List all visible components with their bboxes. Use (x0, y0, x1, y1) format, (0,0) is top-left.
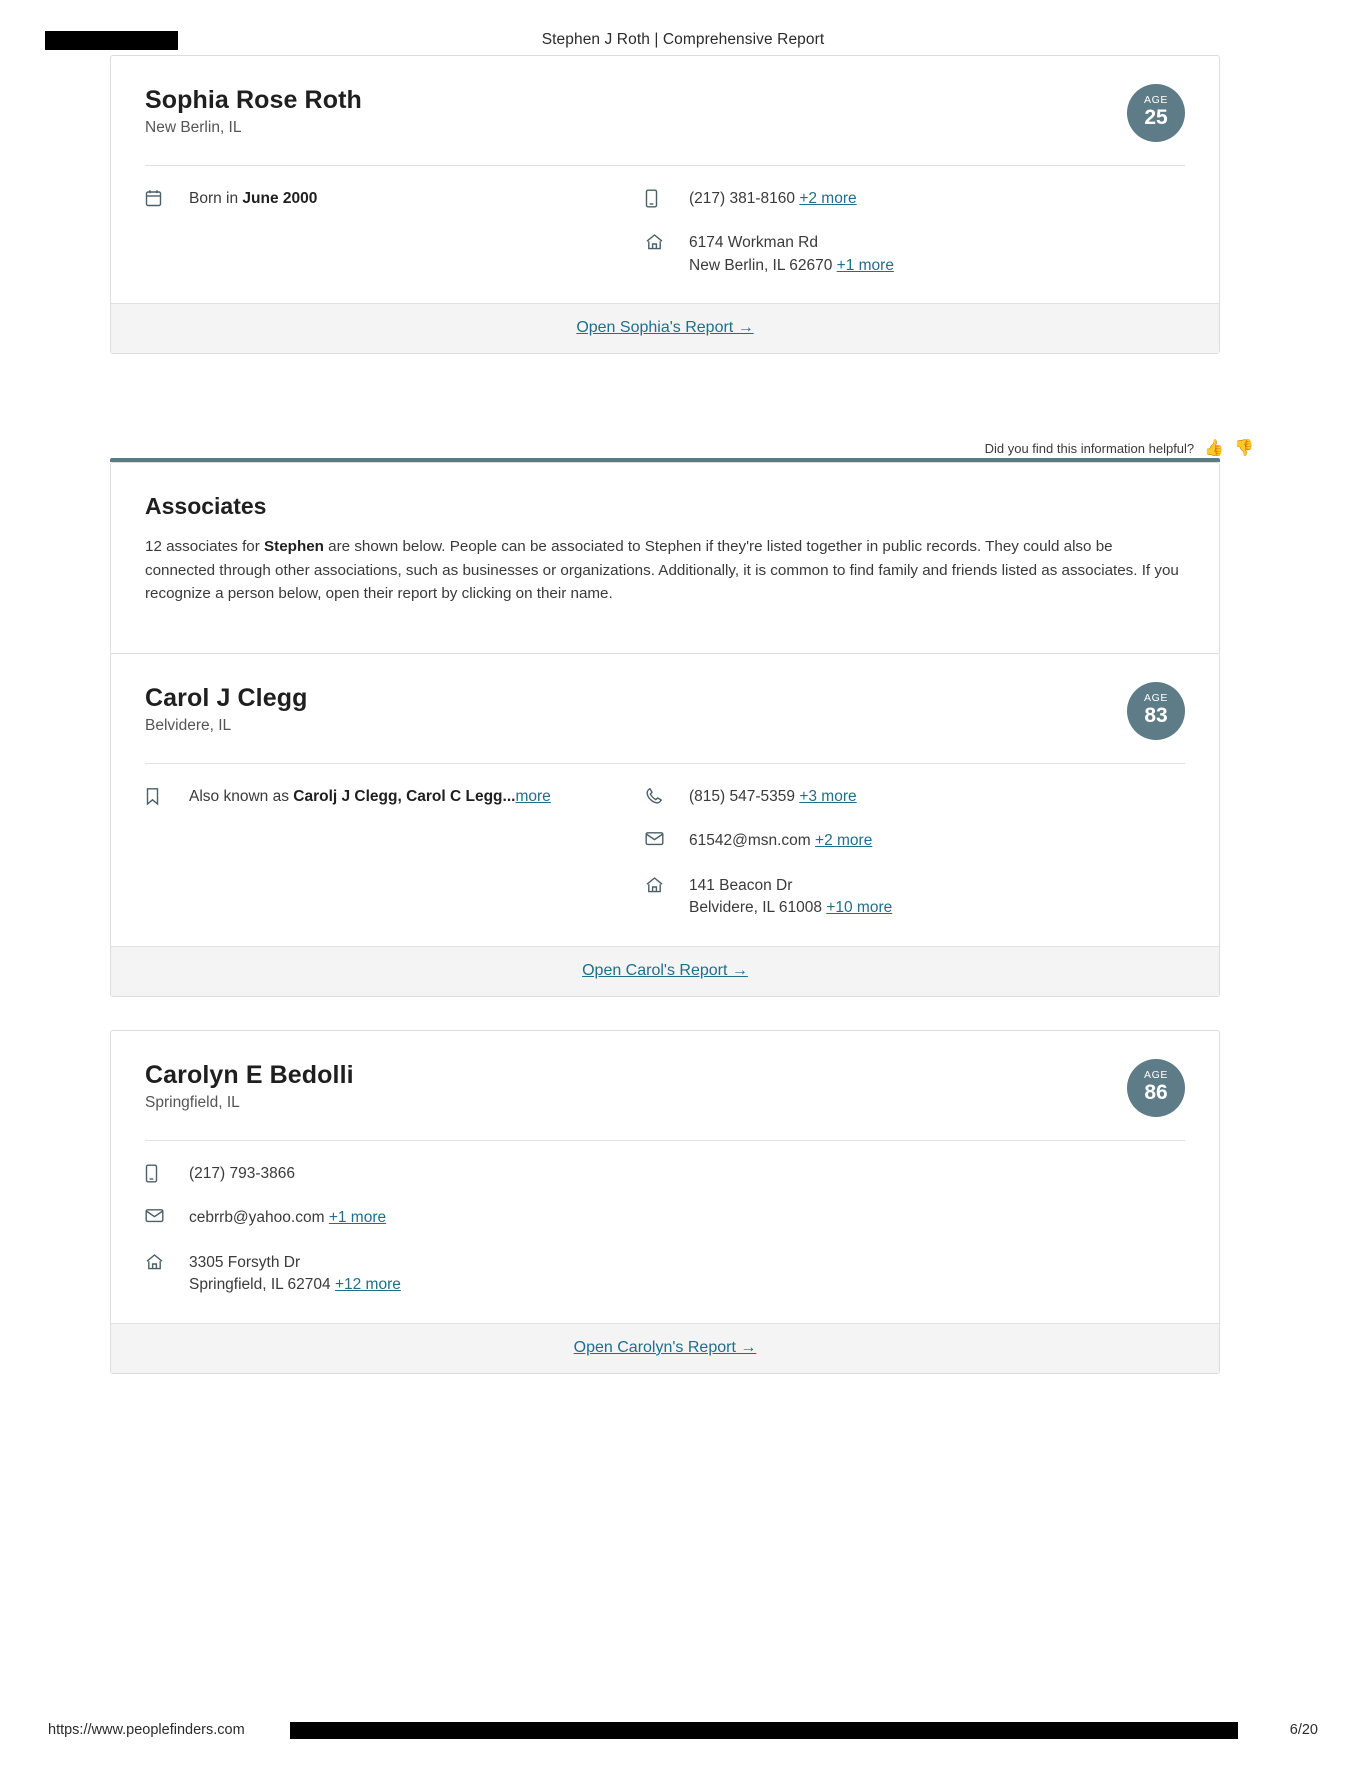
age-badge (1127, 1059, 1185, 1117)
email-text (689, 830, 872, 852)
detail-row-phone (145, 1163, 1185, 1185)
mobile-phone-icon (645, 188, 689, 208)
address-line1: 141 Beacon Dr (689, 876, 793, 894)
birth-prefix: Born in (189, 190, 243, 207)
bookmark-icon (145, 786, 189, 806)
card-footer-carolyn[interactable] (111, 1323, 1219, 1373)
home-icon (645, 232, 689, 251)
person-card-body (111, 654, 1219, 946)
detail-row-address (645, 232, 1185, 277)
person-name[interactable]: Carol J Clegg (145, 684, 308, 712)
address-line1: 3305 Forsyth Dr (189, 1253, 301, 1271)
thumbs-up-icon[interactable]: 👍 (1204, 440, 1225, 457)
age-badge-value: 83 (1144, 704, 1168, 728)
age-badge-value: 86 (1144, 1081, 1168, 1105)
aka-more-link[interactable]: more (515, 788, 551, 805)
details-column-right (645, 188, 1185, 277)
person-location: New Berlin, IL (145, 119, 242, 136)
person-details (145, 166, 1185, 303)
home-icon (645, 875, 689, 894)
calendar-icon (145, 188, 189, 207)
address-text (689, 875, 892, 920)
address-line2: Belvidere, IL 61008 (689, 899, 822, 917)
age-badge-label: AGE (1144, 94, 1168, 106)
associates-title: Associates (145, 493, 267, 519)
detail-row-address (145, 1252, 1185, 1297)
footer-redaction-bar (290, 1722, 1238, 1739)
feedback-question: Did you find this information helpful? (984, 440, 1195, 456)
envelope-icon (145, 1207, 189, 1223)
email-more-link[interactable]: +1 more (328, 1209, 387, 1227)
address-more-link[interactable]: +10 more (826, 899, 893, 917)
email-more-link[interactable]: +2 more (815, 832, 873, 850)
associates-desc-part1: 12 associates for (145, 538, 265, 556)
card-footer-sophia[interactable] (111, 303, 1219, 353)
address-more-link[interactable]: +12 more (334, 1276, 401, 1294)
mobile-phone-icon (145, 1163, 189, 1183)
person-name[interactable]: Sophia Rose Roth (145, 86, 362, 114)
envelope-icon (645, 830, 689, 846)
detail-row-email (145, 1207, 1185, 1229)
age-badge (1127, 84, 1185, 142)
aka-prefix: Also known as (189, 788, 294, 805)
person-card-sophia[interactable] (110, 55, 1220, 354)
page-title: Stephen J Roth | Comprehensive Report (541, 31, 825, 48)
page-footer (0, 1722, 1366, 1742)
address-text (189, 1252, 401, 1297)
detail-row-born (145, 188, 645, 210)
detail-row-address (645, 875, 1185, 920)
details-column-left (145, 786, 645, 920)
email-address: 61542@msn.com (689, 832, 811, 850)
person-location: Belvidere, IL (145, 717, 232, 734)
phone-icon (645, 786, 689, 805)
card-footer-carol[interactable] (111, 946, 1219, 996)
detail-row-phone (645, 188, 1185, 210)
age-badge-label: AGE (1144, 692, 1168, 704)
email-text (189, 1207, 386, 1229)
address-line1: 6174 Workman Rd (689, 234, 818, 252)
person-details (145, 764, 1185, 946)
detail-row-phone (645, 786, 1185, 808)
feedback-row (985, 438, 1254, 458)
associates-desc-part2: are shown below. People can be associated to Stephen if they're listed together in public records. They could also be connected through other associations, such as businesses or organizations. Additionally, it is common to find family and friends listed as associates. If you recognize a person below, open their report by clicking on their name. (145, 538, 1179, 603)
phone-number: (815) 547-5359 (689, 788, 795, 805)
person-card-body (111, 56, 1219, 303)
address-more-link[interactable]: +1 more (836, 256, 894, 274)
detail-row-aka (145, 786, 645, 808)
person-card-carolyn[interactable] (110, 1030, 1220, 1374)
details-column-left (145, 188, 645, 277)
phone-text (689, 786, 857, 808)
associates-description (145, 535, 1185, 606)
birth-text (189, 188, 317, 210)
person-card-carol[interactable] (110, 653, 1220, 997)
detail-row-email (645, 830, 1185, 852)
aka-value: Carolj J Clegg, Carol C Legg... (293, 788, 516, 805)
phone-number: (217) 381-8160 (689, 190, 795, 207)
open-report-link[interactable]: Open Carol's Report → (582, 961, 748, 979)
address-line2: New Berlin, IL 62670 (689, 256, 833, 274)
phone-more-link[interactable]: +3 more (799, 788, 857, 805)
home-icon (145, 1252, 189, 1271)
birth-value: June 2000 (242, 190, 318, 207)
person-name[interactable]: Carolyn E Bedolli (145, 1061, 354, 1089)
phone-text (689, 188, 857, 210)
email-address: cebrrb@yahoo.com (189, 1209, 325, 1227)
phone-more-link[interactable]: +2 more (799, 190, 857, 207)
open-report-link[interactable]: Open Carolyn's Report → (573, 1338, 757, 1356)
page-number: 6/20 (1289, 1722, 1318, 1738)
page-header (0, 0, 1366, 58)
age-badge (1127, 682, 1185, 740)
associates-desc-name: Stephen (264, 538, 324, 556)
associates-intro-body (111, 463, 1219, 655)
thumbs-down-icon[interactable]: 👎 (1234, 440, 1254, 457)
open-report-link[interactable]: Open Sophia's Report → (576, 319, 754, 337)
associates-intro-card (110, 462, 1220, 656)
details-column-right (645, 786, 1185, 920)
age-badge-label: AGE (1144, 1069, 1168, 1081)
person-details (145, 1141, 1185, 1323)
address-text (689, 232, 894, 277)
age-badge-value: 25 (1144, 106, 1168, 130)
person-location: Springfield, IL (145, 1094, 240, 1111)
aka-text (189, 786, 551, 808)
person-card-body (111, 1031, 1219, 1323)
phone-number: (217) 793-3866 (189, 1165, 295, 1182)
address-line2: Springfield, IL 62704 (189, 1276, 331, 1294)
phone-text (189, 1163, 295, 1185)
footer-url: https://www.peoplefinders.com (48, 1722, 245, 1738)
